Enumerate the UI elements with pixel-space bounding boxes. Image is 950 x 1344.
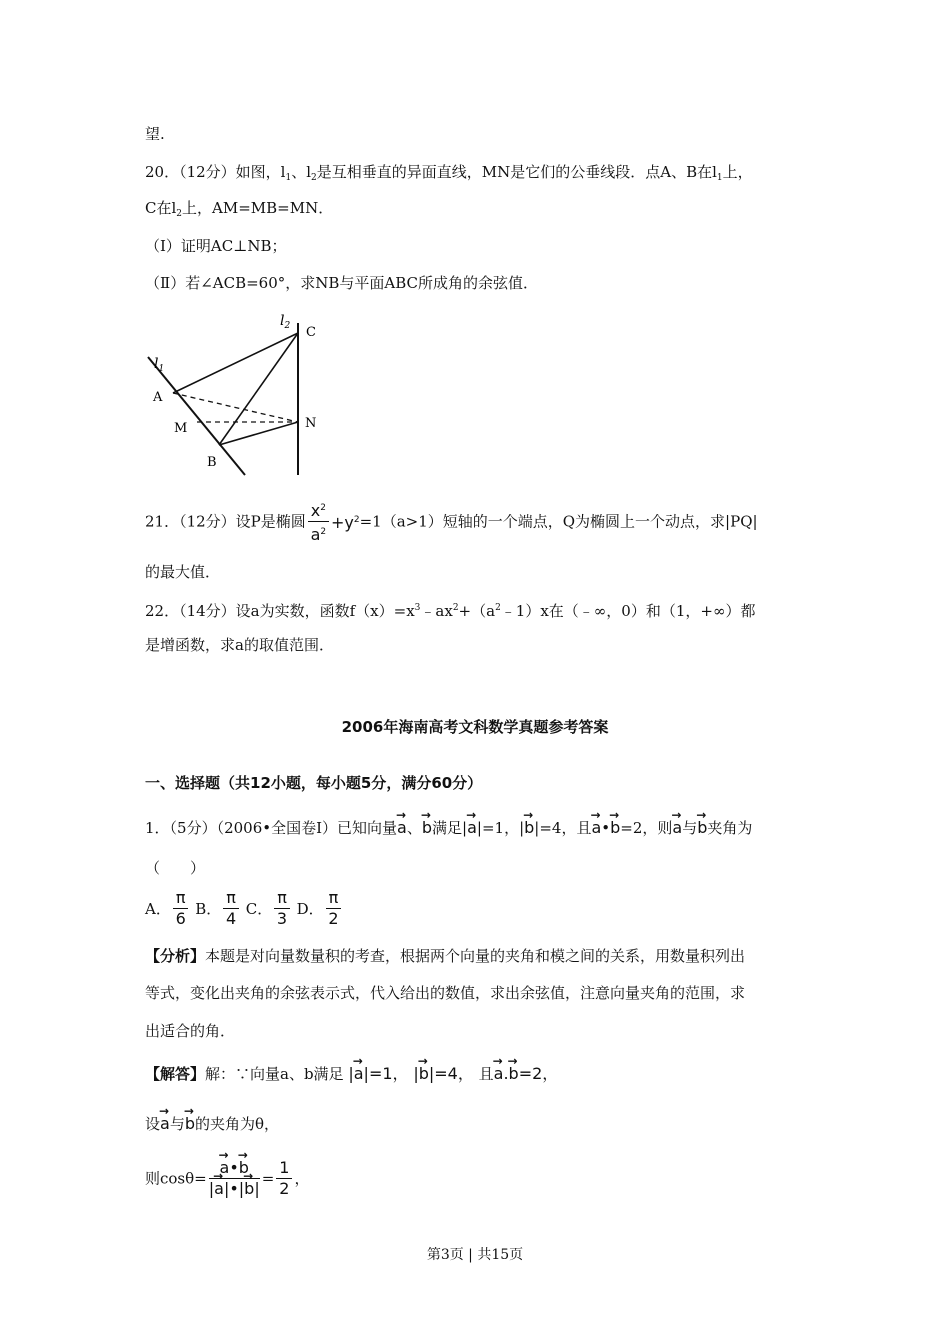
q21-line2: 的最大值．: [145, 563, 221, 581]
answers-title: 2006年海南高考文科数学真题参考答案: [341, 718, 609, 736]
q1-options: [145, 888, 343, 929]
solution-line3: 则cosθ= → $\frac{a•\to b}{|\to a|•|\to b|}$ = $\frac{1}{2}$ ，: [145, 1158, 309, 1199]
q20-part1: （Ⅰ）证明AC⊥NB；: [145, 237, 287, 255]
analysis-line2: 等式，变化出夹角的余弦表示式，代入给出的数值，求出余弦值，注意向量夹角的范围，求: [145, 984, 746, 1002]
geometry-figure: [140, 305, 330, 480]
cos-fraction: → $\frac{a•\to b}{|\to a|•|\to b|}$: [209, 1158, 260, 1199]
edge-BN: [219, 422, 298, 445]
edge-AN: [173, 393, 298, 422]
norm-b: |→ b|=4，: [413, 1064, 474, 1083]
q1-paren: （ ）: [145, 859, 206, 877]
option-c: C． $\frac{\pi}{3}$: [246, 899, 292, 917]
q20-part2: （Ⅱ）若∠ACB=60°，求NB与平面ABC所成角的余弦值．: [145, 274, 539, 292]
label-M: M: [174, 421, 188, 436]
label-C: C: [306, 325, 316, 340]
label-B: B: [207, 455, 217, 470]
q21-line1: 21．（12分）设P是椭圆 $\frac{x^2}{a^2}$ $+y^2=1(a>1)$短轴的一个端点，Q为椭圆上一个动点，求|PQ|: [145, 498, 758, 545]
solution-line2: 设→ a与→ b的夹角为θ，: [145, 1114, 279, 1134]
option-b: B． $\frac{\pi}{4}$: [195, 899, 241, 917]
solution-line1: 【解答】解：∵向量a、b满足 |→ a|=1， |→ b|=4， 且→ a.→ b=2，: [145, 1064, 558, 1084]
ellipse-fraction: $\frac{x^2}{a^2}$: [308, 498, 329, 545]
edge-AC: [173, 333, 298, 393]
analysis-line3: 出适合的角．: [145, 1022, 236, 1040]
option-a: A． $\frac{\pi}{6}$: [145, 899, 190, 917]
q19-tail: 望.: [145, 125, 165, 143]
analysis-line1: 【分析】本题是对向量数量积的考查，根据两个向量的夹角和模之间的关系，用数量积列出: [145, 947, 746, 965]
section-heading: 一、选择题（共12小题，每小题5分，满分60分）: [145, 774, 483, 792]
line-l1: [148, 357, 245, 475]
label-l1: $l_1$: [154, 356, 165, 374]
label-A: A: [153, 390, 163, 405]
q20-line1: 20．（12分）如图，$l_1$、$l_2$是互相垂直的异面直线，MN是它们的公垂线段．点A、B在$l_1$上，: [145, 163, 753, 183]
q1-line1: 1．（5分）（2006•全国卷Ⅰ）已知向量→ a、→ b满足|→ a|=1，|→ b|=4，且→ a•→ b=2，则→ a与→ b夹角为: [145, 818, 752, 838]
q20-line2: C在$l_2$上，AM=MB=MN．: [145, 199, 334, 219]
dot-product: → a.→ b=2，: [494, 1064, 559, 1083]
q22-line2: 是增函数，求a的取值范围．: [145, 636, 334, 654]
edge-BC: [219, 333, 298, 445]
q22-line1: 22．（14分）设a为实数，函数$f(x)=x^3﹣ax^2+(a^2﹣1)x$在（﹣∞，0）和（1，+∞）都: [145, 602, 756, 620]
page-footer: 第3页 | 共15页: [426, 1247, 524, 1263]
result-fraction: $\frac{1}{2}$: [276, 1158, 292, 1199]
label-N: N: [305, 416, 317, 431]
option-d: D． $\frac{\pi}{2}$: [297, 899, 344, 917]
norm-a: |→ a|=1，: [348, 1064, 408, 1083]
label-l2: $l_2$: [280, 313, 291, 331]
